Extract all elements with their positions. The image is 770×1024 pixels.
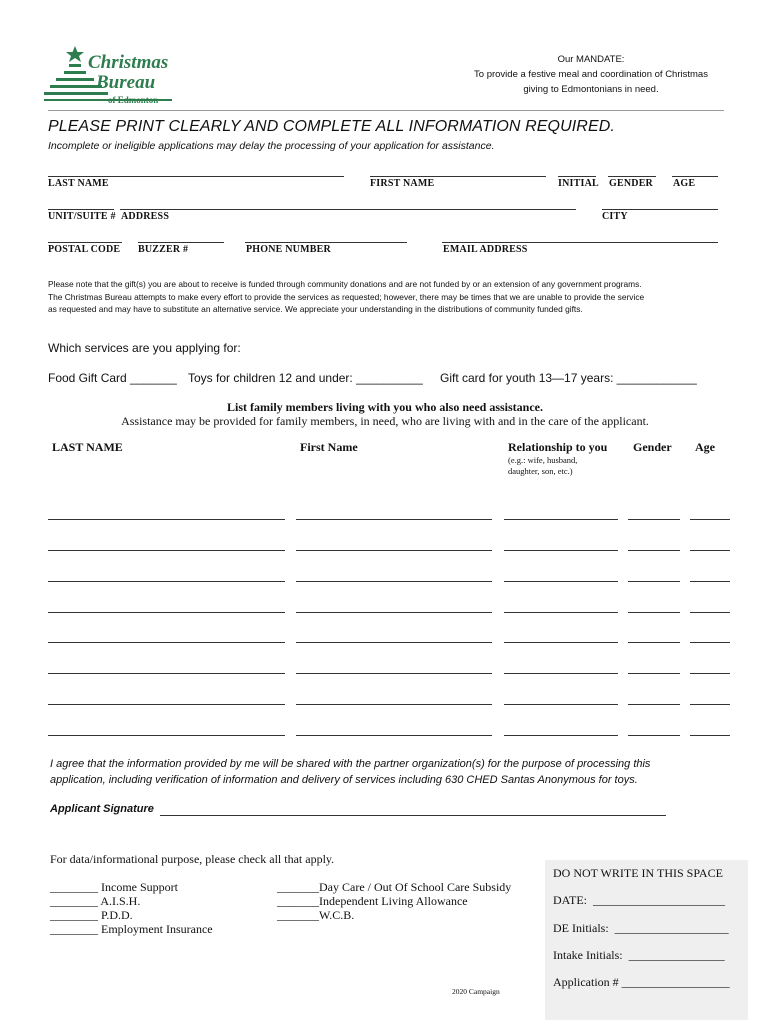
family-row-4-last-name-field[interactable]: [48, 612, 285, 613]
campaign-footer: 2020 Campaign: [452, 987, 500, 996]
family-section-subtitle: Assistance may be provided for family members, in need, who are living with and in the care of the applicant.: [121, 414, 649, 428]
youth-gift-card-option[interactable]: Gift card for youth 13—17 years: ____________: [440, 371, 697, 385]
family-row-6-age-field[interactable]: [690, 673, 730, 674]
family-section-title: List family members living with you who also need assistance.: [226, 400, 543, 414]
family-row-1-first-name-field[interactable]: [296, 519, 492, 520]
right-option-wcb[interactable]: _______W.C.B.: [277, 908, 355, 922]
form-subtitle: Incomplete or ineligible applications may delay the processing of your application for assistance.: [48, 140, 495, 152]
family-row-8-age-field[interactable]: [690, 735, 730, 736]
notice-line-2: The Christmas Bureau attempts to make every effort to provide the services as requested; however, there may be times that we are unable to provide the service: [48, 291, 645, 302]
phone-number-field[interactable]: [245, 242, 407, 243]
office-date-field: DATE: ______________________: [553, 893, 725, 907]
family-row-8-last-name-field[interactable]: [48, 735, 285, 736]
gender-field[interactable]: [608, 176, 656, 177]
left-option-pdd[interactable]: ________ P.D.D.: [50, 908, 133, 922]
office-use-heading: DO NOT WRITE IN THIS SPACE: [553, 866, 723, 880]
family-row-1-relationship-field[interactable]: [504, 519, 618, 520]
family-row-1-age-field[interactable]: [690, 519, 730, 520]
mandate-block: [452, 52, 730, 97]
signature-label: Applicant Signature: [50, 803, 154, 815]
logo-name-line2: Bureau: [96, 72, 156, 93]
family-row-7-first-name-field[interactable]: [296, 704, 492, 705]
family-row-3-first-name-field[interactable]: [296, 581, 492, 582]
office-intake-initials-field: Intake Initials: ________________: [553, 948, 725, 962]
family-row-2-first-name-field[interactable]: [296, 550, 492, 551]
family-row-5-age-field[interactable]: [690, 642, 730, 643]
left-option-income-support[interactable]: ________ Income Support: [50, 880, 178, 894]
logo-name-line3: of Edmonton: [108, 95, 159, 105]
family-col-gender: Gender: [633, 440, 672, 454]
family-row-4-age-field[interactable]: [690, 612, 730, 613]
family-row-7-age-field[interactable]: [690, 704, 730, 705]
family-row-3-gender-field[interactable]: [628, 581, 680, 582]
family-col-relationship: Relationship to you: [508, 440, 608, 454]
city-field[interactable]: [602, 209, 718, 210]
mandate-line-2: giving to Edmontonians in need.: [523, 84, 659, 95]
age-label: AGE: [673, 178, 696, 189]
family-row-7-gender-field[interactable]: [628, 704, 680, 705]
initial-label: INITIAL: [558, 178, 599, 189]
agreement-line-1: I agree that the information provided by me will be shared with the partner organization(s) for the purpose of processing this: [50, 758, 651, 770]
family-row-8-first-name-field[interactable]: [296, 735, 492, 736]
relationship-note-line-1: (e.g.: wife, husband,: [508, 455, 578, 465]
first-name-field[interactable]: [370, 176, 546, 177]
family-row-8-relationship-field[interactable]: [504, 735, 618, 736]
office-de-initials-field: DE Initials: ___________________: [553, 921, 729, 935]
family-row-5-gender-field[interactable]: [628, 642, 680, 643]
city-label: CITY: [602, 211, 628, 222]
mandate-line-1: To provide a festive meal and coordination of Christmas: [474, 69, 708, 80]
phone-number-label: PHONE NUMBER: [246, 244, 331, 255]
family-row-2-age-field[interactable]: [690, 550, 730, 551]
family-row-2-last-name-field[interactable]: [48, 550, 285, 551]
postal-code-label: POSTAL CODE: [48, 244, 121, 255]
family-row-3-age-field[interactable]: [690, 581, 730, 582]
office-application-number-field: Application # __________________: [553, 975, 730, 989]
family-row-3-relationship-field[interactable]: [504, 581, 618, 582]
family-row-7-last-name-field[interactable]: [48, 704, 285, 705]
family-row-6-first-name-field[interactable]: [296, 673, 492, 674]
family-col-age: Age: [695, 440, 715, 454]
relationship-note-line-2: daughter, son, etc.): [508, 466, 573, 476]
first-name-label: FIRST NAME: [370, 178, 435, 189]
family-row-3-last-name-field[interactable]: [48, 581, 285, 582]
relationship-note: [508, 455, 608, 477]
unit-suite-field[interactable]: [48, 209, 114, 210]
family-row-4-relationship-field[interactable]: [504, 612, 618, 613]
family-row-1-gender-field[interactable]: [628, 519, 680, 520]
mandate-heading: Our MANDATE:: [557, 54, 625, 65]
left-option-employment-insurance[interactable]: ________ Employment Insurance: [50, 922, 213, 936]
family-row-2-relationship-field[interactable]: [504, 550, 618, 551]
family-col-last-name: LAST NAME: [52, 440, 123, 454]
initial-field[interactable]: [558, 176, 596, 177]
family-row-8-gender-field[interactable]: [628, 735, 680, 736]
family-row-4-first-name-field[interactable]: [296, 612, 492, 613]
family-row-4-gender-field[interactable]: [628, 612, 680, 613]
right-option-independent-living[interactable]: _______Independent Living Allowance: [277, 894, 468, 908]
family-row-7-relationship-field[interactable]: [504, 704, 618, 705]
logo-name-line1: Christmas: [88, 52, 169, 73]
family-row-6-gender-field[interactable]: [628, 673, 680, 674]
family-row-6-relationship-field[interactable]: [504, 673, 618, 674]
signature-field[interactable]: [160, 815, 666, 816]
unit-suite-label: UNIT/SUITE #: [48, 211, 116, 222]
agreement-line-2: application, including verification of information and delivery of services including 630 CHED Santas Anonymous for toys.: [50, 774, 638, 786]
family-row-5-first-name-field[interactable]: [296, 642, 492, 643]
buzzer-field[interactable]: [138, 242, 224, 243]
family-col-first-name: First Name: [300, 440, 358, 454]
header-divider: [48, 110, 724, 111]
notice-line-1: Please note that the gift(s) you are about to receive is funded through community donations and are not funded by or an extension of any government programs.: [48, 279, 642, 289]
age-field[interactable]: [672, 176, 718, 177]
email-address-field[interactable]: [442, 242, 718, 243]
last-name-label: LAST NAME: [48, 178, 109, 189]
data-purpose-prompt: For data/informational purpose, please check all that apply.: [50, 852, 335, 866]
funding-notice: [48, 278, 728, 316]
agreement-statement: [50, 756, 730, 788]
office-use-box: [545, 860, 748, 1020]
notice-line-3: as requested and may have to substitute an alternative service. We appreciate your understanding in the distributions of community funded gifts.: [48, 304, 583, 314]
last-name-field[interactable]: [48, 176, 344, 177]
form-title: PLEASE PRINT CLEARLY AND COMPLETE ALL INFORMATION REQUIRED.: [48, 118, 615, 135]
gender-label: GENDER: [609, 178, 653, 189]
christmas-bureau-logo: [42, 44, 192, 108]
toys-option[interactable]: Toys for children 12 and under: __________: [188, 371, 423, 385]
address-field[interactable]: [120, 209, 576, 210]
right-option-day-care-subsidy[interactable]: _______Day Care / Out Of School Care Subsidy: [277, 880, 512, 894]
family-row-6-last-name-field[interactable]: [48, 673, 285, 674]
family-row-2-gender-field[interactable]: [628, 550, 680, 551]
address-label: ADDRESS: [121, 211, 170, 222]
email-address-label: EMAIL ADDRESS: [443, 244, 528, 255]
postal-code-field[interactable]: [48, 242, 122, 243]
family-row-1-last-name-field[interactable]: [48, 519, 285, 520]
family-row-5-relationship-field[interactable]: [504, 642, 618, 643]
food-gift-card-option[interactable]: Food Gift Card _______: [48, 371, 177, 385]
buzzer-label: BUZZER #: [138, 244, 189, 255]
services-question: Which services are you applying for:: [48, 341, 241, 355]
left-option-aish[interactable]: ________ A.I.S.H.: [50, 894, 141, 908]
family-row-5-last-name-field[interactable]: [48, 642, 285, 643]
